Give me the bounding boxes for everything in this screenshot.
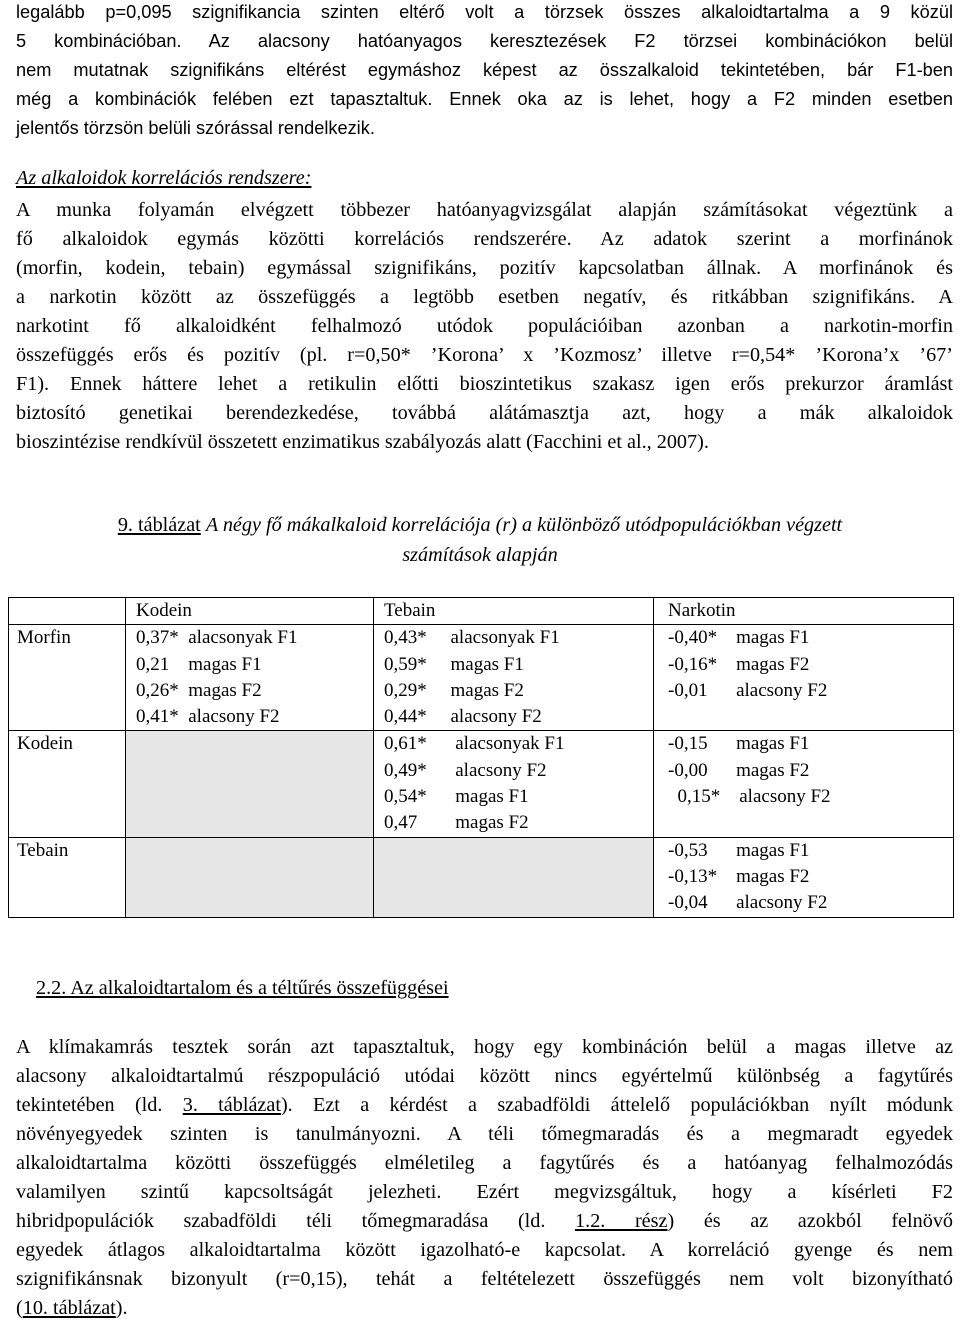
empty-shaded-cell (126, 731, 374, 837)
text-line: legalább p=0,095 szignifikancia szinten eltérő volt a törzsek összes alkaloidtartalma a 9 közül (16, 2, 953, 22)
header-cell (9, 598, 126, 625)
table-10-link[interactable]: 10. táblázat (22, 1297, 116, 1319)
header-cell: Narkotin (654, 598, 954, 625)
table-caption (0, 510, 960, 540)
text-line: alacsony alkaloidtartalmú részpopuláció utódai között nincs egyértelmű különbség a fagytűrés (16, 1065, 953, 1087)
table-number: 9. táblázat (117, 514, 201, 536)
table-cell: -0,53 magas F1 -0,13* magas F2 -0,04 alacsony F2 (654, 837, 954, 917)
text-line: összefüggés erős és pozitív (pl. r=0,50* ’Korona’ x ’Kozmosz’ illetve r=0,54* ’Korona’x ’67’ (16, 344, 953, 366)
text-line: a narkotin között az összefüggés a legtöbb esetben negatív, és ritkábban szignifikáns. A (16, 286, 953, 308)
text-line: tekintetében (ld. 3. táblázat). Ezt a kérdést a szabadföldi áttelelő populációkban nyílt módunk (16, 1094, 954, 1116)
section-heading-correlation: Az alkaloidok korrelációs rendszere: (16, 167, 312, 189)
text-line: fő alkaloidok egymás közötti korrelációs rendszerére. Az adatok szerint a morfinánok (16, 228, 953, 250)
text-line: A munka folyamán elvégzett többezer hatóanyagvizsgálat alapján számításokat végeztünk a (16, 199, 953, 221)
row-label: Morfin (9, 625, 126, 731)
empty-shaded-cell (126, 837, 374, 917)
table-cell: -0,15 magas F1 -0,00 magas F2 0,15* alacsony F2 (654, 731, 954, 837)
text-line: hibridpopulációk szabadföldi téli tőmegmaradása (ld. 1.2. rész) és az azokból felnövő (16, 1210, 954, 1232)
text-line: biztosító genetikai berendezkedése, továbbá alátámasztja azt, hogy a mák alkaloidok (16, 402, 953, 424)
table-title-line2: számítások alapján (402, 544, 558, 566)
section-1-2-link[interactable]: 1.2. rész (575, 1210, 668, 1232)
text-line: (morfin, kodein, tebain) egymással szignifikáns, pozitív kapcsolatban állnak. A morfinánok és (16, 257, 953, 279)
text-line: még a kombinációk felében ezt tapasztaltuk. Ennek oka az is lehet, hogy a F2 minden esetben (16, 89, 953, 109)
table-row (9, 731, 954, 837)
text-line: egyedek átlagos alkaloidtartalma között igazolható-e kapcsolat. A korreláció gyenge és nem (16, 1239, 953, 1261)
header-cell: Tebain (374, 598, 654, 625)
text-line: bioszintézise rendkívül összetett enzimatikus szabályozás alatt (Facchini et al., 2007). (16, 431, 709, 453)
table-row (9, 625, 954, 731)
text-line: szignifikánsnak bizonyult (r=0,15), tehát a feltételezett összefüggés nem volt bizonyítható (16, 1268, 953, 1290)
text-line: (10. táblázat). (16, 1297, 128, 1319)
row-label: Kodein (9, 731, 126, 837)
table-cell: 0,61* alacsonyak F1 0,49* alacsony F2 0,54* magas F1 0,47 magas F2 (374, 731, 654, 837)
table-header-row (9, 598, 954, 625)
text-line: 5 kombinációban. Az alacsony hatóanyagos keresztezések F2 törzsei kombinációkon belül (16, 31, 953, 51)
table-cell: 0,43* alacsonyak F1 0,59* magas F1 0,29* magas F2 0,44* alacsony F2 (374, 625, 654, 731)
text-line: F1). Ennek háttere lehet a retikulin előtti bioszintetikus szakasz igen erős prekurzor áramlást (16, 373, 953, 395)
text-line: növényegyedek szinten is tanulmányozni. A téli tőmegmaradás és a megmaradt egyedek (16, 1123, 953, 1145)
paragraph-frost-tolerance (16, 1033, 953, 1323)
table-title: A négy fő mákalkaloid korrelációja (r) a különböző utódpopulációkban végzett (205, 514, 843, 536)
table-3-link[interactable]: 3. táblázat (182, 1094, 281, 1116)
table-row (9, 837, 954, 917)
text-line: jelentős törzsön belüli szórással rendelkezik. (16, 118, 375, 138)
table-cell: 0,37* alacsonyak F1 0,21 magas F1 0,26* magas F2 0,41* alacsony F2 (126, 625, 374, 731)
row-label: Tebain (9, 837, 126, 917)
correlation-table (8, 597, 954, 918)
paragraph-correlation-system (16, 196, 953, 457)
paragraph-alkaloid-content (16, 0, 953, 143)
text-line: alkaloidtartalma közötti összefüggés elméletileg a fagytűrés és a hatóanyag felhalmozódás (16, 1152, 953, 1174)
header-cell: Kodein (126, 598, 374, 625)
text-line: valamilyen szintű kapcsoltságát jelezheti. Ezért megvizsgáltuk, hogy a kísérleti F2 (16, 1181, 953, 1203)
table-cell: -0,40* magas F1 -0,16* magas F2 -0,01 alacsony F2 (654, 625, 954, 731)
section-heading-2-2: 2.2. Az alkaloidtartalom és a téltűrés összefüggései (36, 977, 449, 999)
empty-shaded-cell (374, 837, 654, 917)
text-line: A klímakamrás tesztek során azt tapasztaltuk, hogy egy kombináción belül a magas illetve az (16, 1036, 953, 1058)
text-line: nem mutatnak szignifikáns eltérést egymáshoz képest az összalkaloid tekintetében, bár F1-ben (16, 60, 953, 80)
text-line: narkotint fő alkaloidként felhalmozó utódok populációiban azonban a narkotin-morfin (16, 315, 953, 337)
